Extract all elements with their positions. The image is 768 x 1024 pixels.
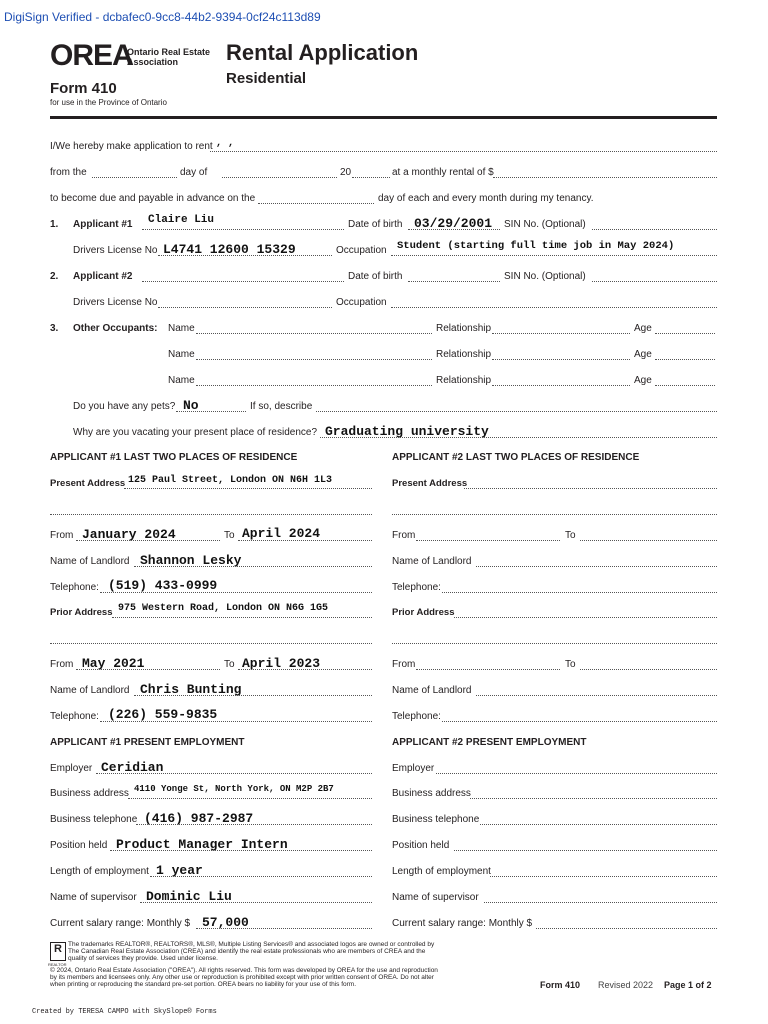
emp1-salary-value[interactable]: 57,000 xyxy=(202,915,249,930)
emp2-employer-field[interactable] xyxy=(436,773,717,774)
form-usage-note: for use in the Province of Ontario xyxy=(50,98,167,107)
orea-logo: OREA xyxy=(50,39,133,72)
occupant3-relationship-label: Relationship xyxy=(436,375,492,386)
realtor-logo-text: REALTOR xyxy=(48,962,67,967)
emp1-length-label: Length of employment xyxy=(50,866,149,877)
footer-trademark-line1: The trademarks REALTOR®, REALTORS®, MLS®, Multiple Listing Services® and associated logos are owned or controlled by xyxy=(68,941,435,948)
occupant3-name-field[interactable] xyxy=(196,385,432,386)
occupant3-age-field[interactable] xyxy=(655,385,715,386)
due-label: to become due and payable in advance on the xyxy=(50,193,256,204)
res1-landlord2-value[interactable]: Chris Bunting xyxy=(140,682,242,697)
occupants-number: 3. xyxy=(50,323,59,334)
emp2-length-field[interactable] xyxy=(490,876,717,877)
res1-to-label: To xyxy=(224,530,235,541)
applicant2-occupation-label: Occupation xyxy=(336,297,387,308)
emp1-telephone-label: Business telephone xyxy=(50,814,138,825)
res2-prior-address-line2[interactable] xyxy=(392,643,717,644)
pets-describe-label: If so, describe xyxy=(250,401,313,412)
emp1-telephone-value[interactable]: (416) 987-2987 xyxy=(144,811,254,826)
occupant2-name-label: Name xyxy=(168,349,195,360)
occupant1-age-field[interactable] xyxy=(655,333,715,334)
res2-telephone2-field[interactable] xyxy=(442,721,717,722)
res2-present-address-line2[interactable] xyxy=(392,514,717,515)
emp1-position-label: Position held xyxy=(50,840,108,851)
res2-to2-field[interactable] xyxy=(580,669,717,670)
res1-from2-value[interactable]: May 2021 xyxy=(82,656,145,671)
res2-from2-label: From xyxy=(392,659,416,670)
page-subtitle: Residential xyxy=(226,70,307,87)
res1-prior-address-value[interactable]: 975 Western Road, London ON N6G 1G5 xyxy=(118,603,329,614)
res2-from-label: From xyxy=(392,530,416,541)
emp2-address-label: Business address xyxy=(392,788,471,799)
footer-copyright-line3: when printing or reproducing the standard pre-set portion. OREA bears no liability for your use of this form. xyxy=(50,981,357,988)
applicant2-name-field[interactable] xyxy=(142,281,344,282)
day-of-label: day of xyxy=(180,167,208,178)
occupant3-name-label: Name xyxy=(168,375,195,386)
emp1-address-label: Business address xyxy=(50,788,129,799)
applicant2-residence-heading: APPLICANT #2 LAST TWO PLACES OF RESIDENCE xyxy=(392,452,640,463)
occupant2-relationship-field[interactable] xyxy=(492,359,630,360)
emp1-supervisor-label: Name of supervisor xyxy=(50,892,137,903)
page-title: Rental Application xyxy=(226,40,419,65)
emp2-salary-field[interactable] xyxy=(536,928,717,929)
pets-describe-field[interactable] xyxy=(316,411,717,412)
res1-to-field[interactable] xyxy=(238,540,372,541)
res2-landlord-label: Name of Landlord xyxy=(392,556,472,567)
occupant3-age-label: Age xyxy=(634,375,652,386)
year-prefix-label: 20 xyxy=(340,167,352,178)
applicant1-occupation-label: Occupation xyxy=(336,245,387,256)
emp1-position-field[interactable] xyxy=(110,850,372,851)
pets-label: Do you have any pets? xyxy=(73,401,176,412)
applicant1-dl-field[interactable] xyxy=(158,255,332,256)
emp2-position-label: Position held xyxy=(392,840,450,851)
emp1-supervisor-field[interactable] xyxy=(140,902,372,903)
emp2-telephone-label: Business telephone xyxy=(392,814,480,825)
rent-address-value[interactable]: , , xyxy=(216,138,235,149)
footer-page-number: Page 1 of 2 xyxy=(664,980,712,990)
applicant2-number: 2. xyxy=(50,271,59,282)
occupants-label: Other Occupants: xyxy=(73,323,158,334)
occupant2-age-field[interactable] xyxy=(655,359,715,360)
occupant3-relationship-field[interactable] xyxy=(492,385,630,386)
res1-prior-address-label: Prior Address xyxy=(50,607,113,618)
emp1-supervisor-value[interactable]: Dominic Liu xyxy=(146,889,232,904)
res1-from-label: From xyxy=(50,530,74,541)
res2-landlord2-field[interactable] xyxy=(476,695,717,696)
res1-present-address-value[interactable]: 125 Paul Street, London ON N6H 1L3 xyxy=(128,475,333,486)
footer-copyright-line1: © 2024, Ontario Real Estate Association ("OREA"). All rights reserved. This form was developed by OREA for the use and reproduction xyxy=(50,967,438,974)
footer-trademark-line3: quality of services they provide. Used under license. xyxy=(68,955,218,962)
res2-telephone-field[interactable] xyxy=(442,592,717,593)
emp2-telephone-field[interactable] xyxy=(480,824,717,825)
emp1-salary-label: Current salary range: Monthly $ xyxy=(50,918,191,929)
res1-telephone-value[interactable]: (519) 433-0999 xyxy=(108,578,218,593)
footer-revised: Revised 2022 xyxy=(598,980,654,990)
applicant2-dl-label: Drivers License No xyxy=(73,297,158,308)
res2-present-address-field[interactable] xyxy=(464,488,717,489)
monthly-rental-field[interactable] xyxy=(493,177,717,178)
res1-landlord-field[interactable] xyxy=(134,566,372,567)
emp1-salary-field[interactable] xyxy=(196,928,372,929)
res2-to-field[interactable] xyxy=(580,540,717,541)
emp2-position-field[interactable] xyxy=(454,850,717,851)
applicant1-number: 1. xyxy=(50,219,59,230)
emp1-address-field[interactable] xyxy=(128,798,372,799)
applicant1-dob-label: Date of birth xyxy=(348,219,403,230)
applicant2-sin-label: SIN No. (Optional) xyxy=(504,271,586,282)
pets-value[interactable]: No xyxy=(183,398,199,413)
emp2-employer-label: Employer xyxy=(392,763,435,774)
res2-present-address-label: Present Address xyxy=(392,478,468,489)
applicant1-dl-label: Drivers License No xyxy=(73,245,158,256)
monthly-rental-label: at a monthly rental of $ xyxy=(392,167,494,178)
applicant2-dob-label: Date of birth xyxy=(348,271,403,282)
res1-landlord2-field[interactable] xyxy=(134,695,372,696)
applicant1-residence-heading: APPLICANT #1 LAST TWO PLACES OF RESIDENCE xyxy=(50,452,298,463)
res2-prior-address-field[interactable] xyxy=(454,617,717,618)
applicant1-name-field[interactable] xyxy=(142,229,344,230)
res1-landlord-value[interactable]: Shannon Lesky xyxy=(140,553,242,568)
res1-telephone2-field[interactable] xyxy=(100,721,372,722)
occupant1-name-label: Name xyxy=(168,323,195,334)
occupant1-age-label: Age xyxy=(634,323,652,334)
start-year-field[interactable] xyxy=(352,177,390,178)
emp1-employer-value[interactable]: Ceridian xyxy=(101,760,164,775)
res1-telephone-label: Telephone: xyxy=(50,582,99,593)
pets-field[interactable] xyxy=(176,411,246,412)
vacating-value[interactable]: Graduating university xyxy=(325,424,489,439)
due-suffix-label: day of each and every month during my tenancy. xyxy=(378,193,594,204)
occupant1-relationship-field[interactable] xyxy=(492,333,630,334)
emp2-supervisor-label: Name of supervisor xyxy=(392,892,479,903)
res1-present-address-field[interactable] xyxy=(124,488,372,489)
header-divider xyxy=(50,116,717,119)
res2-to-label: To xyxy=(565,530,576,541)
orea-logo-subtitle: Ontario Real Estate Association xyxy=(127,47,211,67)
applicant2-occupation-field[interactable] xyxy=(391,307,717,308)
start-day-field[interactable] xyxy=(92,177,177,178)
due-day-field[interactable] xyxy=(258,203,374,204)
realtor-logo-icon: R xyxy=(50,942,66,961)
res1-from-field[interactable] xyxy=(76,540,220,541)
from-the-label: from the xyxy=(50,167,87,178)
res2-from-field[interactable] xyxy=(416,540,560,541)
applicant2-sin-field[interactable] xyxy=(592,281,717,282)
applicant2-dob-field[interactable] xyxy=(408,281,500,282)
res2-prior-address-label: Prior Address xyxy=(392,607,455,618)
footer-form-number: Form 410 xyxy=(540,980,581,990)
emp1-employer-field[interactable] xyxy=(96,773,372,774)
occupant2-relationship-label: Relationship xyxy=(436,349,492,360)
footer-trademark-line2: The Canadian Real Estate Association (CREA) and identify the real estate professionals who are members of CREA and the xyxy=(68,948,426,955)
res1-telephone2-value[interactable]: (226) 559-9835 xyxy=(108,707,218,722)
emp1-telephone-field[interactable] xyxy=(136,824,372,825)
res2-telephone2-label: Telephone: xyxy=(392,711,441,722)
applicant1-dob-value[interactable]: 03/29/2001 xyxy=(414,216,493,231)
form-number: Form 410 xyxy=(50,80,117,97)
occupant1-name-field[interactable] xyxy=(196,333,432,334)
res1-landlord-label: Name of Landlord xyxy=(50,556,130,567)
emp1-length-value[interactable]: 1 year xyxy=(156,863,203,878)
vacating-label: Why are you vacating your present place of residence? xyxy=(73,427,318,438)
applicant2-label: Applicant #2 xyxy=(73,271,133,282)
res2-telephone-label: Telephone: xyxy=(392,582,441,593)
emp2-address-field[interactable] xyxy=(470,798,717,799)
res2-from2-field[interactable] xyxy=(416,669,560,670)
occupant2-age-label: Age xyxy=(634,349,652,360)
res1-from2-label: From xyxy=(50,659,74,670)
rent-address-field[interactable] xyxy=(210,151,717,152)
res1-to2-value[interactable]: April 2023 xyxy=(242,656,321,671)
emp2-salary-label: Current salary range: Monthly $ xyxy=(392,918,533,929)
res1-to2-label: To xyxy=(224,659,235,670)
applicant1-employment-heading: APPLICANT #1 PRESENT EMPLOYMENT xyxy=(50,737,245,748)
applicant1-name-value[interactable]: Claire Liu xyxy=(148,214,215,226)
emp1-length-field[interactable] xyxy=(150,876,372,877)
res2-landlord2-label: Name of Landlord xyxy=(392,685,472,696)
applicant1-dl-value[interactable]: L4741 12600 15329 xyxy=(163,242,296,257)
res1-from-value[interactable]: January 2024 xyxy=(82,527,176,542)
res1-prior-address-field[interactable] xyxy=(112,617,372,618)
res1-to-value[interactable]: April 2024 xyxy=(242,526,321,541)
applicant2-dl-field[interactable] xyxy=(158,307,332,308)
res1-prior-address-line2[interactable] xyxy=(50,643,372,644)
emp2-length-label: Length of employment xyxy=(392,866,491,877)
start-month-field[interactable] xyxy=(222,177,337,178)
res1-present-address-label: Present Address xyxy=(50,478,126,489)
applicant1-label: Applicant #1 xyxy=(73,219,133,230)
res2-to2-label: To xyxy=(565,659,576,670)
res1-landlord2-label: Name of Landlord xyxy=(50,685,130,696)
res1-to2-field[interactable] xyxy=(238,669,372,670)
res1-from2-field[interactable] xyxy=(76,669,220,670)
occupant1-relationship-label: Relationship xyxy=(436,323,492,334)
applicant1-occupation-value[interactable]: Student (starting full time job in May 2024) xyxy=(397,240,675,252)
applicant2-employment-heading: APPLICANT #2 PRESENT EMPLOYMENT xyxy=(392,737,587,748)
res1-telephone-field[interactable] xyxy=(100,592,372,593)
res1-present-address-line2[interactable] xyxy=(50,514,372,515)
occupant2-name-field[interactable] xyxy=(196,359,432,360)
applicant1-sin-field[interactable] xyxy=(592,229,717,230)
footer-copyright-line2: by its members and licensees only. Any other use or reproduction is prohibited except with prior written consent of OREA. Do not alter xyxy=(50,974,434,981)
created-by-note: Created by TERESA CAMPO with SkySlope® Forms xyxy=(32,1008,217,1016)
res2-landlord-field[interactable] xyxy=(476,566,717,567)
emp1-address-value[interactable]: 4110 Yonge St, North York, ON M2P 2B7 xyxy=(134,784,334,794)
applicant1-sin-label: SIN No. (Optional) xyxy=(504,219,586,230)
docusign-verified-stamp: DigiSign Verified - dcbafec0-9cc8-44b2-9394-0cf24c113d89 xyxy=(4,10,321,24)
applicant1-occupation-field[interactable] xyxy=(391,255,717,256)
res1-telephone2-label: Telephone: xyxy=(50,711,99,722)
emp2-supervisor-field[interactable] xyxy=(484,902,717,903)
vacating-field[interactable] xyxy=(320,437,717,438)
emp1-employer-label: Employer xyxy=(50,763,93,774)
applicant1-dob-field[interactable] xyxy=(408,229,500,230)
emp1-position-value[interactable]: Product Manager Intern xyxy=(116,837,288,852)
apply-label: I/We hereby make application to rent xyxy=(50,141,213,152)
